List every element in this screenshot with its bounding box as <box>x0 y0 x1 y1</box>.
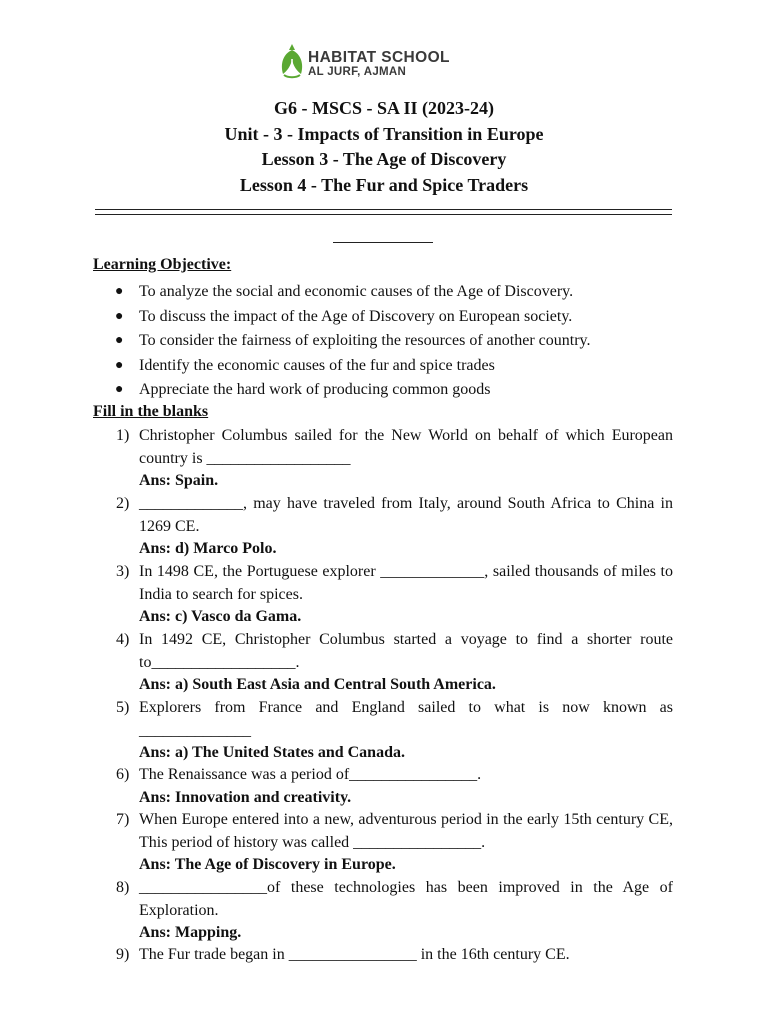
question-number: 8) <box>116 879 130 896</box>
question-text: Christopher Columbus sailed for the New World on behalf of which European country is __________________ <box>139 427 673 467</box>
answer-text: Ans: a) The United States and Canada. <box>139 744 405 761</box>
question-number: 5) <box>116 699 130 716</box>
answer-text: Ans: Spain. <box>139 472 219 489</box>
question-item <box>116 944 673 967</box>
question-item <box>116 561 673 629</box>
bullet-icon: ● <box>115 382 124 397</box>
answer-text: Ans: a) South East Asia and Central South America. <box>139 676 496 693</box>
question-text: Explorers from France and England sailed to what is now known as ______________ <box>139 699 673 739</box>
question-text: When Europe entered into a new, adventurous period in the early 15th century CE, This period of history was called ________________. <box>139 811 673 851</box>
question-number: 7) <box>116 811 130 828</box>
question-item <box>116 877 673 945</box>
question-item <box>116 809 673 877</box>
bullet-icon: ● <box>115 284 124 299</box>
question-number: 4) <box>116 631 130 648</box>
bullet-icon: ● <box>115 333 124 348</box>
answer-text: Ans: d) Marco Polo. <box>139 540 277 557</box>
title-line: Lesson 4 - The Fur and Spice Traders <box>239 174 529 195</box>
question-text: The Fur trade began in ________________ in the 16th century CE. <box>139 946 570 963</box>
bullet-icon: ● <box>115 357 124 373</box>
question-text: In 1498 CE, the Portuguese explorer _____________, sailed thousands of miles to India to search for spices. <box>139 563 673 603</box>
school-name: HABITAT SCHOOL <box>308 49 450 66</box>
objective-item: ● Appreciate the hard work of producing common goods <box>115 381 491 398</box>
question-number: 6) <box>116 766 130 783</box>
title-line: G6 - MSCS - SA II (2023-24) <box>273 98 494 118</box>
answer-text: Ans: Mapping. <box>139 924 242 941</box>
question-number: 2) <box>116 495 130 512</box>
answer-text: Ans: c) Vasco da Gama. <box>139 608 302 625</box>
question-text: In 1492 CE, Christopher Columbus started a voyage to find a shorter route to__________________. <box>139 631 673 671</box>
question-text: The Renaissance was a period of________________. <box>139 766 482 783</box>
title-line: Unit - 3 - Impacts of Transition in Europe <box>224 123 544 144</box>
objective-list <box>93 281 673 404</box>
question-number: 9) <box>116 946 130 963</box>
question-text: ________________of these technologies has been improved in the Age of Exploration. <box>139 879 673 919</box>
short-divider <box>333 242 433 243</box>
answer-text: Ans: Innovation and creativity. <box>139 788 352 806</box>
divider-line <box>95 214 672 215</box>
divider-line <box>95 209 672 210</box>
blanks-heading: Fill in the blanks <box>93 403 209 420</box>
objective-item: ● To analyze the social and economic causes of the Age of Discovery. <box>115 283 574 300</box>
question-text: _____________, may have traveled from Italy, around South Africa to China in 1269 CE. <box>139 495 673 535</box>
question-item <box>116 425 673 493</box>
question-item <box>116 764 673 809</box>
bullet-icon: ● <box>115 308 124 324</box>
question-item <box>116 629 673 697</box>
school-logo <box>279 42 499 82</box>
objective-item: ● Identify the economic causes of the fur and spice trades <box>115 356 495 374</box>
question-number: 1) <box>116 427 130 444</box>
objective-item: ● To consider the fairness of exploiting the resources of another country. <box>115 332 591 349</box>
question-item <box>116 697 673 765</box>
school-location: AL JURF, AJMAN <box>308 66 407 78</box>
leaf-icon <box>279 42 305 82</box>
objective-item: ● To discuss the impact of the Age of Discovery on European society. <box>115 307 573 325</box>
question-item <box>116 493 673 561</box>
document-titles <box>0 96 768 198</box>
question-number: 3) <box>116 563 130 580</box>
title-line: Lesson 3 - The Age of Discovery <box>261 149 507 169</box>
answer-text: Ans: The Age of Discovery in Europe. <box>139 856 396 873</box>
objective-heading: Learning Objective: <box>93 256 232 273</box>
